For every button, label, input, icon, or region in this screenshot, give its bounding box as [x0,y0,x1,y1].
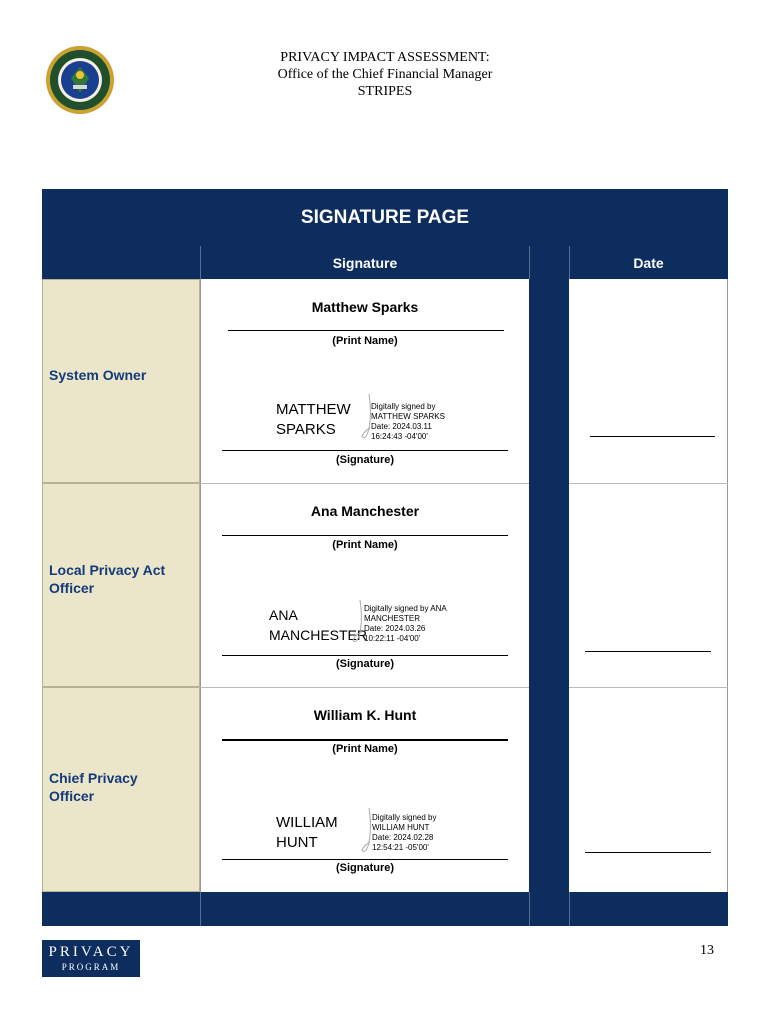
header-line-1: PRIVACY IMPACT ASSESSMENT: [280,50,490,65]
date-column-header: Date [633,255,664,271]
digital-signature-details [371,402,445,442]
signature-column [200,279,529,892]
sig-name-line: MANCHESTER [269,627,368,643]
role-label-local-privacy-act-officer [49,561,194,597]
header-line-3: STRIPES [357,84,413,99]
row-divider-1 [200,483,529,484]
signature-line [222,450,508,451]
bottom-divider-2 [529,892,530,926]
sig-name-line: SPARKS [276,421,336,438]
digital-signature-details [372,813,436,853]
privacy-program-logo [42,940,140,977]
signature-caption: (Signature) [335,454,395,466]
document-header [160,49,610,100]
print-name: Matthew Sparks [311,299,419,315]
bottom-divider-1 [200,892,201,926]
signature-caption: (Signature) [335,862,395,874]
signature-stroke-icon [350,598,364,646]
sig-detail: WILLIAM HUNT [372,823,430,832]
signature-line [222,859,508,860]
row-divider-2 [200,687,529,688]
signature-line [222,655,508,656]
date-column [569,279,728,892]
sig-detail: Date: 2024.03.26 [364,624,426,633]
spacer-column [529,279,569,892]
digital-signature-name [276,400,351,440]
date-divider-2 [569,687,728,688]
sig-detail: Date: 2024.03.11 [371,422,432,431]
role-line: Chief Privacy [49,770,138,786]
sig-name-line: MATTHEW [276,401,351,418]
header-line-2: Office of the Chief Financial Manager [277,67,493,82]
date-line [585,852,711,853]
digital-signature-name [276,813,338,853]
sig-detail: 12:54:21 -05'00' [372,843,429,852]
digital-signature-details [364,604,447,644]
signature-stroke-icon [359,806,373,856]
logo-line-2: PROGRAM [61,962,121,972]
role-line: System Owner [49,367,147,383]
print-name-line [228,330,504,331]
date-divider-1 [569,483,728,484]
print-name-caption: (Print Name) [332,743,398,755]
page-number: 13 [700,943,714,958]
bottom-divider-3 [569,892,570,926]
header-divider-2 [529,246,530,279]
print-name-line [222,535,508,536]
signature-caption: (Signature) [335,658,395,670]
sig-detail: 16:24:43 -04'00' [371,432,428,441]
sig-detail: Digitally signed by [371,402,436,411]
signature-column-header: Signature [332,255,398,271]
role-line: Officer [49,788,95,804]
page-title: SIGNATURE PAGE [300,207,470,228]
sig-detail: Digitally signed by ANA [364,604,447,613]
sig-detail: MANCHESTER [364,614,421,623]
role-line: Local Privacy Act [49,562,166,578]
role-label-chief-privacy-officer [49,769,194,805]
date-line [590,436,715,437]
sig-detail: Date: 2024.02.28 [372,833,434,842]
print-name-caption: (Print Name) [332,335,398,347]
sig-name-line: WILLIAM [276,814,338,831]
bottom-band [42,892,728,926]
sig-detail: MATTHEW SPARKS [371,412,445,421]
role-label-system-owner [49,366,194,384]
print-name: William K. Hunt [313,707,417,723]
sig-name-line: ANA [269,607,298,623]
role-line: Officer [49,580,95,596]
sig-detail: 10:22:11 -04'00' [364,634,421,643]
print-name-line [222,739,508,741]
date-line [585,651,711,652]
sig-detail: Digitally signed by [372,813,437,822]
print-name: Ana Manchester [310,503,420,519]
print-name-caption: (Print Name) [332,539,398,551]
doe-seal-logo [45,45,115,115]
logo-line-1: PRIVACY [48,944,134,960]
sig-name-line: HUNT [276,834,318,851]
